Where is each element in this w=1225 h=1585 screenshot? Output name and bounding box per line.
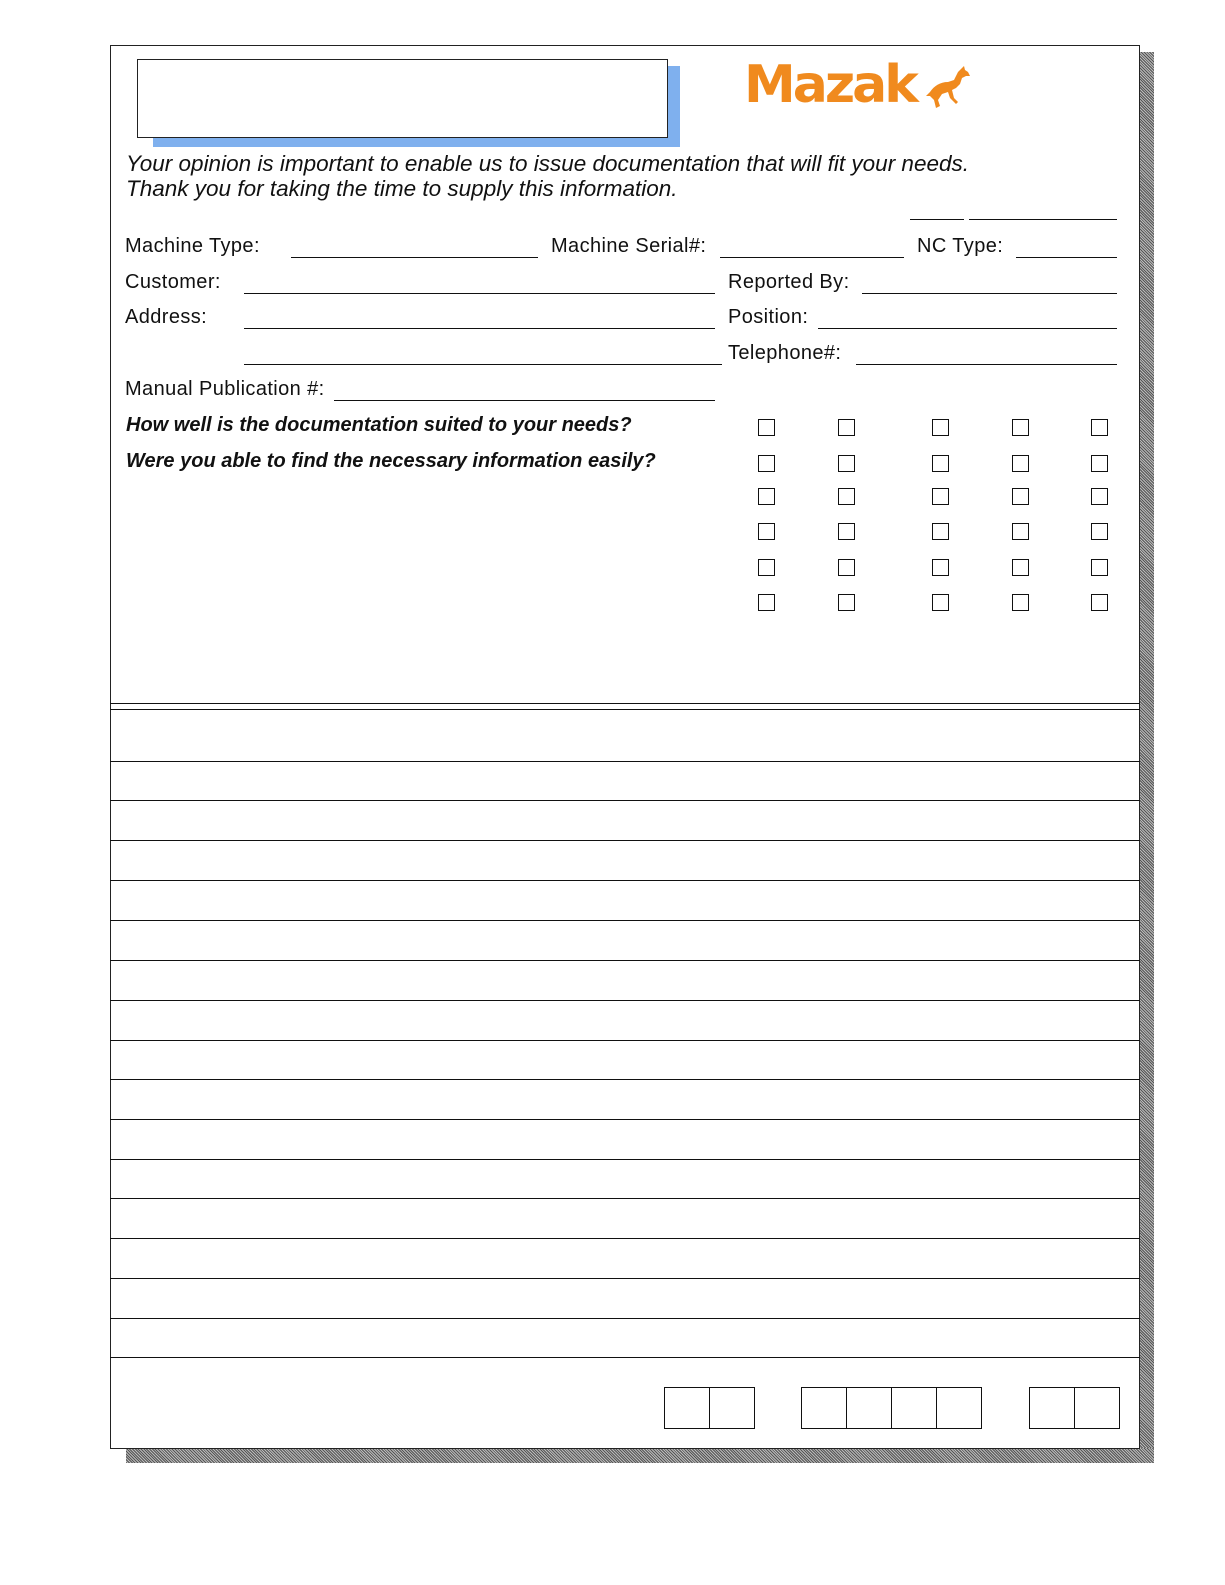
question-suitability: How well is the documentation suited to your needs?: [126, 414, 632, 436]
rating-checkbox[interactable]: [932, 523, 949, 540]
nc-type-field[interactable]: [1016, 257, 1117, 258]
footer-cell[interactable]: [847, 1388, 892, 1428]
comment-line[interactable]: [110, 840, 1140, 841]
comment-line[interactable]: [110, 1198, 1140, 1199]
rating-checkbox[interactable]: [838, 523, 855, 540]
comment-line[interactable]: [110, 1159, 1140, 1160]
footer-cell[interactable]: [802, 1388, 847, 1428]
rating-checkbox[interactable]: [758, 419, 775, 436]
rating-checkbox[interactable]: [1012, 455, 1029, 472]
machine-type-label: Machine Type:: [125, 235, 260, 257]
telephone-field[interactable]: [856, 364, 1117, 365]
position-label: Position:: [728, 306, 809, 328]
reported-by-label: Reported By:: [728, 271, 850, 293]
address-field-line-1[interactable]: [244, 328, 715, 329]
rating-checkbox[interactable]: [1091, 455, 1108, 472]
rating-checkbox[interactable]: [758, 594, 775, 611]
intro-line-1: Your opinion is important to enable us to issue documentation that will fit your needs.: [126, 151, 969, 176]
footer-box-group-3: [1029, 1387, 1120, 1429]
rating-checkbox[interactable]: [758, 559, 775, 576]
footer-cell[interactable]: [665, 1388, 710, 1428]
comment-line[interactable]: [110, 960, 1140, 961]
rating-checkbox[interactable]: [838, 419, 855, 436]
date-field-short[interactable]: [910, 219, 964, 220]
footer-cell[interactable]: [710, 1388, 754, 1428]
rating-checkbox[interactable]: [838, 594, 855, 611]
rating-checkbox[interactable]: [758, 523, 775, 540]
mazak-logo: [744, 54, 972, 116]
rating-checkbox[interactable]: [838, 488, 855, 505]
comment-line[interactable]: [110, 1318, 1140, 1319]
comment-line[interactable]: [110, 880, 1140, 881]
footer-cell[interactable]: [937, 1388, 981, 1428]
reported-by-field[interactable]: [862, 293, 1117, 294]
footer-cell[interactable]: [892, 1388, 937, 1428]
rating-checkbox[interactable]: [932, 455, 949, 472]
telephone-label: Telephone#:: [728, 342, 842, 364]
rating-checkbox[interactable]: [838, 559, 855, 576]
comment-line[interactable]: [110, 1278, 1140, 1279]
rating-checkbox[interactable]: [1012, 523, 1029, 540]
rating-checkbox[interactable]: [758, 488, 775, 505]
machine-serial-field[interactable]: [720, 257, 904, 258]
nc-type-label: NC Type:: [917, 235, 1004, 257]
manual-publication-label: Manual Publication #:: [125, 378, 325, 400]
address-field-line-2[interactable]: [244, 364, 722, 365]
horse-icon: [922, 62, 972, 110]
comment-line[interactable]: [110, 1000, 1140, 1001]
rating-checkbox[interactable]: [932, 419, 949, 436]
intro-text: [126, 151, 969, 201]
title-box: [137, 59, 668, 138]
rating-checkbox[interactable]: [838, 455, 855, 472]
position-field[interactable]: [818, 328, 1117, 329]
section-divider: [110, 703, 1140, 704]
footer-box-group-1: [664, 1387, 755, 1429]
comment-line[interactable]: [110, 920, 1140, 921]
machine-serial-label: Machine Serial#:: [551, 235, 707, 257]
logo-wordmark: Mazak: [744, 55, 916, 115]
customer-label: Customer:: [125, 271, 221, 293]
intro-line-2: Thank you for taking the time to supply this information.: [126, 176, 678, 201]
rating-checkbox[interactable]: [1012, 594, 1029, 611]
comment-line[interactable]: [110, 1040, 1140, 1041]
comment-line[interactable]: [110, 1079, 1140, 1080]
rating-checkbox[interactable]: [932, 559, 949, 576]
rating-checkbox[interactable]: [1091, 594, 1108, 611]
customer-field[interactable]: [244, 293, 715, 294]
manual-publication-field[interactable]: [334, 400, 715, 401]
rating-checkbox[interactable]: [932, 594, 949, 611]
rating-checkbox[interactable]: [1091, 559, 1108, 576]
question-findability: Were you able to find the necessary information easily?: [126, 450, 656, 472]
comment-line[interactable]: [110, 1238, 1140, 1239]
comment-line[interactable]: [110, 1119, 1140, 1120]
machine-type-field[interactable]: [291, 257, 538, 258]
comment-line[interactable]: [110, 761, 1140, 762]
page-shadow-right: [1140, 52, 1154, 1463]
rating-checkbox[interactable]: [758, 455, 775, 472]
comment-line[interactable]: [110, 1357, 1140, 1358]
footer-cell[interactable]: [1075, 1388, 1119, 1428]
rating-checkbox[interactable]: [1091, 523, 1108, 540]
rating-checkbox[interactable]: [932, 488, 949, 505]
page-shadow-bottom: [126, 1448, 1154, 1463]
rating-checkbox[interactable]: [1091, 488, 1108, 505]
rating-checkbox[interactable]: [1012, 559, 1029, 576]
comment-line[interactable]: [110, 800, 1140, 801]
address-label: Address:: [125, 306, 208, 328]
date-field-long[interactable]: [969, 219, 1117, 220]
rating-checkbox[interactable]: [1091, 419, 1108, 436]
footer-cell[interactable]: [1030, 1388, 1075, 1428]
footer-box-group-2: [801, 1387, 982, 1429]
section-divider: [110, 709, 1140, 710]
rating-checkbox[interactable]: [1012, 488, 1029, 505]
rating-checkbox[interactable]: [1012, 419, 1029, 436]
